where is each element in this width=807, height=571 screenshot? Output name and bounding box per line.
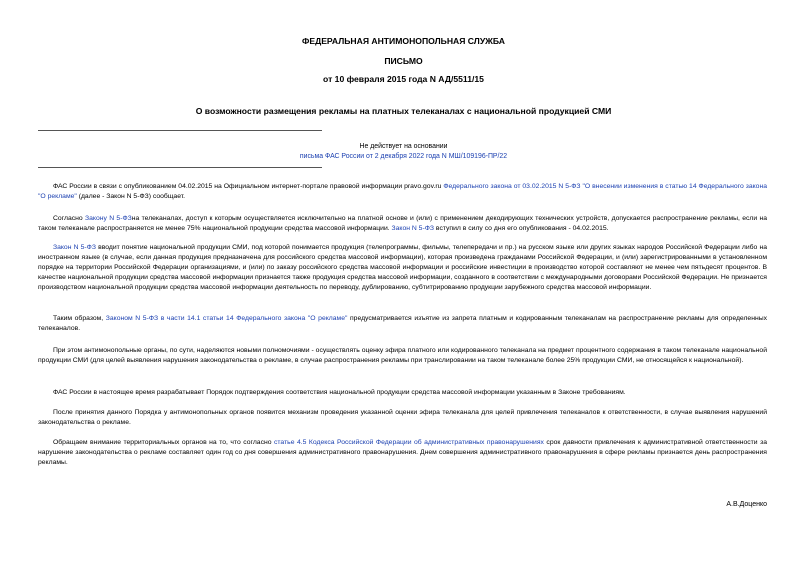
divider-top [38, 130, 322, 131]
paragraph-text: Обращаем внимание территориальных органов на то, что согласно [53, 439, 274, 446]
paragraph-text: ФАС России в связи с опубликованием 04.02.2015 на Официальном интернет-портале правовой информации pravo.gov.ru [53, 183, 444, 190]
paragraph-text: срок давности привлечения к административной ответственности за нарушение законодательства о рекламе составляет один год со дня совершения административного правонарушения. Днем совершения административного правонарушения в сфере рекламы признается день распространения рекламы. [38, 439, 767, 466]
status-text: Не действует на основании [359, 143, 448, 150]
agency-title: ФЕДЕРАЛЬНАЯ АНТИМОНОПОЛЬНАЯ СЛУЖБА [302, 36, 505, 46]
status-link[interactable]: письма ФАС России от 2 декабря 2022 года N МШ/109196-ПР/22 [299, 153, 508, 160]
signature: А.В.Доценко [726, 501, 767, 508]
law-link[interactable]: статье 4.5 Кодекса Российской Федерации об административных правонарушениях [274, 439, 544, 446]
paragraph-text: вступил в силу со дня его опубликования - 04.02.2015. [434, 225, 609, 232]
paragraph-8 [38, 438, 767, 468]
paragraph-6 [38, 388, 767, 398]
paragraph-text: (далее - Закон N 5-ФЗ) сообщает. [76, 193, 186, 200]
law-link[interactable]: Закону N 5-ФЗ [85, 215, 132, 222]
law-link[interactable]: Законом N 5-ФЗ в части 14.1 статьи 14 Федерального закона "О рекламе" [105, 315, 348, 322]
law-link[interactable]: Федерального закона от 03.02.2015 N 5-ФЗ "О внесении изменения в статью 14 Федерального закона "О рекламе" [38, 183, 767, 200]
law-link[interactable]: Закон N 5-ФЗ [53, 244, 96, 251]
paragraph-text: Согласно [53, 215, 86, 222]
paragraph-text: ФАС России в настоящее время разрабатывает Порядок подтверждения соответствия национальной продукции средства массовой информации указанным в Законе требованиям. [53, 389, 626, 396]
paragraph-text: предусматривается изъятие из запрета платным и кодированным телеканалам на распространение рекламы для определенных телеканалов. [38, 315, 768, 332]
document-subject: О возможности размещения рекламы на платных телеканалах с национальной продукцией СМИ [195, 106, 612, 116]
paragraph-text: вводит понятие национальной продукции СМИ, под которой понимается продукция (телепрограммы, фильмы, телепередачи и пр.) на русском языке или других языках народов Российской Федерации либо на иностранном языке (в случае, если данная продукция предназначена для российского средства массовой информации), которая произведена гражданами Российской Федерации, и (или) зарегистрированными в установленном порядке на территории Российской Федерации организациями, и (или) по заказу российского средства массовой информации и российские инвестиции в производство которой составляют не менее чем пятьдесят процентов. В качестве национальной продукции средства массовой информации признается также продукция средства массовой информации, созданного в соответствии с международными договорами Российской Федерации. Не признается производством национальной продукции средства массовой информации деятельность по переводу, дублированию, субтитрированию продукции зарубежного средства массовой информации. [38, 244, 767, 291]
law-link[interactable]: Закон N 5-ФЗ [391, 225, 435, 232]
status-note [0, 142, 807, 162]
document-date-number: от 10 февраля 2015 года N АД/5511/15 [323, 74, 484, 84]
paragraph-text: После принятия данного Порядка у антимонопольных органов появится механизм проведения указанной оценки эфира телеканала для целей привлечения телеканалов к ответственности, в случае выявления нарушений законодательства о рекламе. [38, 409, 767, 426]
paragraph-2 [38, 214, 767, 234]
document-type: ПИСЬМО [384, 56, 423, 66]
paragraph-5 [38, 346, 767, 366]
paragraph-7 [38, 408, 767, 428]
paragraph-3 [38, 243, 767, 293]
paragraph-text: Таким образом, [53, 315, 106, 322]
paragraph-1 [38, 182, 767, 202]
divider-bottom [38, 167, 322, 168]
paragraph-4 [38, 314, 767, 334]
paragraph-text: При этом антимонопольные органы, по сути, наделяются новыми полномочиями - осуществлять оценку эфира платного или кодированного телеканала на предмет процентного содержания в таком телеканале национальной продукции СМИ (для целей выявления нарушения законодательства о рекламе, в случае распространения рекламы при транслировании на таком телеканале более 25% продукции СМИ, не относящейся к национальной). [38, 347, 767, 364]
paragraph-text: на телеканалах, доступ к которым осуществляется исключительно на платной основе и (или) с применением декодирующих технических устройств, допускается распространение рекламы, если на таком телеканале распространяется не менее 75% национальной продукции средства массовой информации. [38, 215, 768, 232]
